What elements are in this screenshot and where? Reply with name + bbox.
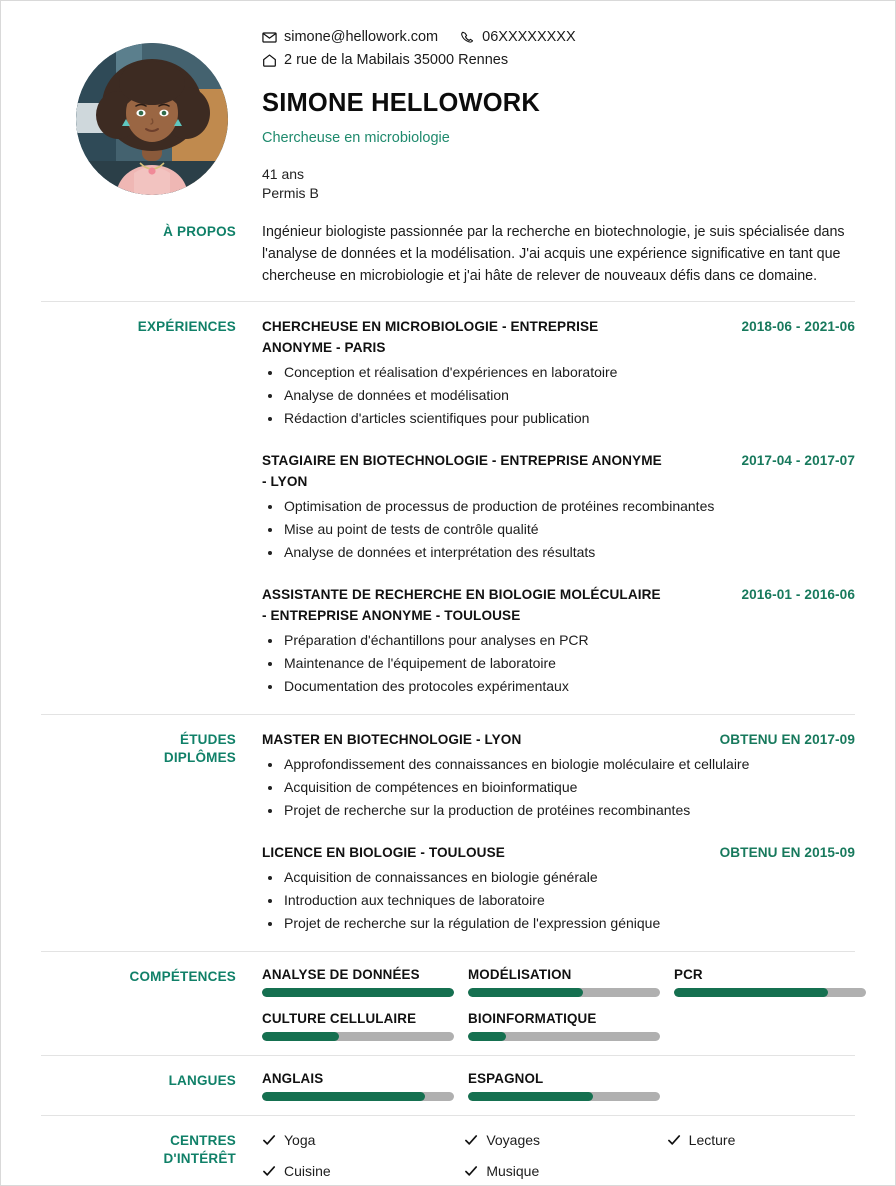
interest-item bbox=[262, 1161, 450, 1181]
language-bar-fill bbox=[468, 1092, 593, 1101]
education-bullets bbox=[262, 866, 855, 935]
experience-title: ASSISTANTE DE RECHERCHE EN BIOLOGIE MOLÉCULAIRE - ENTREPRISE ANONYME - TOULOUSE bbox=[262, 587, 661, 624]
section-label-education bbox=[41, 729, 262, 767]
experience-entry-head bbox=[262, 450, 855, 492]
license-text: Permis B bbox=[262, 185, 319, 202]
education-bullet: Acquisition de compétences en bioinformatique bbox=[284, 776, 855, 799]
interest-item bbox=[667, 1130, 855, 1150]
job-title: Chercheuse en microbiologie bbox=[262, 130, 450, 147]
education-label-line1: ÉTUDES bbox=[180, 732, 236, 748]
education-entry bbox=[262, 729, 855, 822]
about-label-text: À PROPOS bbox=[163, 224, 236, 240]
education-bullets bbox=[262, 753, 855, 822]
education-bullet: Projet de recherche sur la production de protéines recombinantes bbox=[284, 799, 855, 822]
contact-address-text: 2 rue de la Mabilais 35000 Rennes bbox=[284, 52, 509, 68]
skills-label-text: COMPÉTENCES bbox=[129, 969, 236, 985]
skill-item bbox=[262, 966, 454, 997]
education-title: LICENCE EN BIOLOGIE - TOULOUSE bbox=[262, 845, 505, 861]
education-bullet: Acquisition de connaissances en biologie générale bbox=[284, 866, 855, 889]
interests-grid bbox=[262, 1130, 855, 1181]
skill-bar-track bbox=[674, 988, 866, 997]
education-title: MASTER EN BIOTECHNOLOGIE - LYON bbox=[262, 732, 522, 748]
header-main bbox=[262, 27, 855, 203]
experience-bullet: Analyse de données et interprétation des résultats bbox=[284, 541, 855, 564]
section-label-languages bbox=[41, 1070, 262, 1090]
interest-item bbox=[464, 1161, 652, 1181]
about-content bbox=[262, 221, 855, 287]
experience-date: 2017-04 - 2017-07 bbox=[741, 453, 855, 469]
education-date: OBTENU EN 2015-09 bbox=[719, 845, 855, 861]
avatar-illustration bbox=[76, 43, 228, 195]
experience-bullet: Rédaction d'articles scientifiques pour publication bbox=[284, 407, 855, 430]
language-bar-track bbox=[468, 1092, 660, 1101]
experience-title: CHERCHEUSE EN MICROBIOLOGIE - ENTREPRISE ANONYME - PARIS bbox=[262, 319, 599, 356]
photo-column bbox=[41, 27, 262, 195]
experience-entry-head bbox=[262, 316, 855, 358]
section-languages bbox=[41, 1055, 855, 1101]
check-icon bbox=[262, 1133, 276, 1147]
skills-content bbox=[262, 966, 855, 1041]
interest-label: Yoga bbox=[284, 1132, 316, 1149]
section-label-skills bbox=[41, 966, 262, 986]
section-label-interests bbox=[41, 1130, 262, 1168]
skill-bar-fill bbox=[262, 1032, 339, 1041]
interests-label-line1: CENTRES bbox=[170, 1133, 236, 1149]
section-education bbox=[41, 714, 855, 937]
language-item-placeholder bbox=[674, 1070, 855, 1101]
experiences-label-text: EXPÉRIENCES bbox=[137, 319, 236, 335]
education-entry-head bbox=[262, 842, 855, 863]
experience-bullets bbox=[262, 629, 855, 698]
experience-entry bbox=[262, 584, 855, 698]
language-name: ANGLAIS bbox=[262, 1071, 324, 1087]
check-icon bbox=[464, 1133, 478, 1147]
interest-label: Voyages bbox=[486, 1132, 541, 1149]
language-bar-fill bbox=[262, 1092, 425, 1101]
experience-bullet: Préparation d'échantillons pour analyses en PCR bbox=[284, 629, 855, 652]
experience-entry-head bbox=[262, 584, 855, 626]
section-interests bbox=[41, 1115, 855, 1181]
education-content bbox=[262, 729, 855, 937]
home-icon bbox=[262, 53, 277, 68]
experience-bullets bbox=[262, 361, 855, 430]
section-about bbox=[41, 203, 855, 287]
page-title: SIMONE HELLOWORK bbox=[262, 89, 541, 117]
experience-entry bbox=[262, 316, 855, 430]
language-name: ESPAGNOL bbox=[468, 1071, 544, 1087]
language-item bbox=[262, 1070, 454, 1101]
interest-label: Lecture bbox=[688, 1132, 736, 1149]
experience-date: 2018-06 - 2021-06 bbox=[741, 319, 855, 335]
contact-line-primary bbox=[262, 27, 855, 48]
language-bar-track bbox=[262, 1092, 454, 1101]
skill-name: ANALYSE DE DONNÉES bbox=[262, 967, 420, 983]
languages-label-text: LANGUES bbox=[168, 1073, 236, 1089]
language-item bbox=[468, 1070, 660, 1101]
cv-document bbox=[1, 1, 895, 1186]
section-label-experiences bbox=[41, 316, 262, 336]
experiences-content bbox=[262, 316, 855, 700]
section-skills bbox=[41, 951, 855, 1041]
contact-email[interactable] bbox=[262, 27, 438, 48]
contact-phone-text: 06XXXXXXXX bbox=[482, 29, 576, 45]
skill-bar-fill bbox=[262, 988, 454, 997]
experience-entry bbox=[262, 450, 855, 564]
languages-content bbox=[262, 1070, 855, 1101]
personal-details bbox=[262, 165, 855, 203]
skill-bar-fill bbox=[674, 988, 828, 997]
skills-grid bbox=[262, 966, 855, 1041]
section-label-about bbox=[41, 221, 262, 241]
education-entry-head bbox=[262, 729, 855, 750]
contact-email-text: simone@hellowork.com bbox=[284, 29, 439, 45]
languages-grid bbox=[262, 1070, 855, 1101]
phone-icon bbox=[460, 30, 475, 45]
skill-item bbox=[262, 1010, 454, 1041]
experience-bullet: Mise au point de tests de contrôle qualité bbox=[284, 518, 855, 541]
avatar bbox=[76, 43, 228, 195]
contact-line-secondary bbox=[262, 50, 855, 71]
education-bullet: Introduction aux techniques de laboratoire bbox=[284, 889, 855, 912]
experience-bullets bbox=[262, 495, 855, 564]
contact-phone[interactable] bbox=[460, 27, 576, 48]
skill-item bbox=[468, 1010, 660, 1041]
education-label-line2: DIPLÔMES bbox=[163, 750, 236, 766]
skill-item bbox=[468, 966, 660, 997]
experience-bullet: Optimisation de processus de production de protéines recombinantes bbox=[284, 495, 855, 518]
education-bullet: Projet de recherche sur la régulation de l'expression génique bbox=[284, 912, 855, 935]
interest-item bbox=[464, 1130, 652, 1150]
education-bullet: Approfondissement des connaissances en biologie moléculaire et cellulaire bbox=[284, 753, 855, 776]
skill-bar-track bbox=[468, 1032, 660, 1041]
age-text: 41 ans bbox=[262, 166, 305, 183]
interest-item bbox=[262, 1130, 450, 1150]
skill-bar-track bbox=[468, 988, 660, 997]
check-icon bbox=[667, 1133, 681, 1147]
skill-bar-track bbox=[262, 1032, 454, 1041]
cv-header bbox=[41, 27, 855, 203]
skill-bar-fill bbox=[468, 1032, 506, 1041]
check-icon bbox=[464, 1164, 478, 1178]
experience-bullet: Conception et réalisation d'expériences en laboratoire bbox=[284, 361, 855, 384]
experience-date: 2016-01 - 2016-06 bbox=[741, 587, 855, 603]
contact-address[interactable] bbox=[262, 50, 508, 71]
interest-label: Musique bbox=[486, 1163, 540, 1180]
education-entry bbox=[262, 842, 855, 935]
interests-label-line2: D'INTÉRÊT bbox=[163, 1151, 236, 1167]
experience-bullet: Maintenance de l'équipement de laboratoire bbox=[284, 652, 855, 675]
experience-bullet: Documentation des protocoles expérimentaux bbox=[284, 675, 855, 698]
envelope-icon bbox=[262, 30, 277, 45]
skill-name: BIOINFORMATIQUE bbox=[468, 1011, 597, 1027]
interest-label: Cuisine bbox=[284, 1163, 331, 1180]
experience-bullet: Analyse de données et modélisation bbox=[284, 384, 855, 407]
skill-bar-track bbox=[262, 988, 454, 997]
experience-title: STAGIAIRE EN BIOTECHNOLOGIE - ENTREPRISE ANONYME - LYON bbox=[262, 453, 662, 490]
skill-bar-fill bbox=[468, 988, 583, 997]
skill-name: PCR bbox=[674, 967, 703, 983]
section-experiences bbox=[41, 301, 855, 700]
interests-content bbox=[262, 1130, 855, 1181]
skill-name: MODÉLISATION bbox=[468, 967, 572, 983]
education-date: OBTENU EN 2017-09 bbox=[719, 732, 855, 748]
about-text: Ingénieur biologiste passionnée par la recherche en biotechnologie, je suis spécialisée dans l'analyse de données et la modélisation. J'ai acquis une expérience significative en tant que chercheuse en microbiologie et j'ai hâte de relever de nouveaux défis dans ce domaine. bbox=[262, 224, 845, 285]
skill-name: CULTURE CELLULAIRE bbox=[262, 1011, 417, 1027]
skill-item bbox=[674, 966, 866, 997]
check-icon bbox=[262, 1164, 276, 1178]
